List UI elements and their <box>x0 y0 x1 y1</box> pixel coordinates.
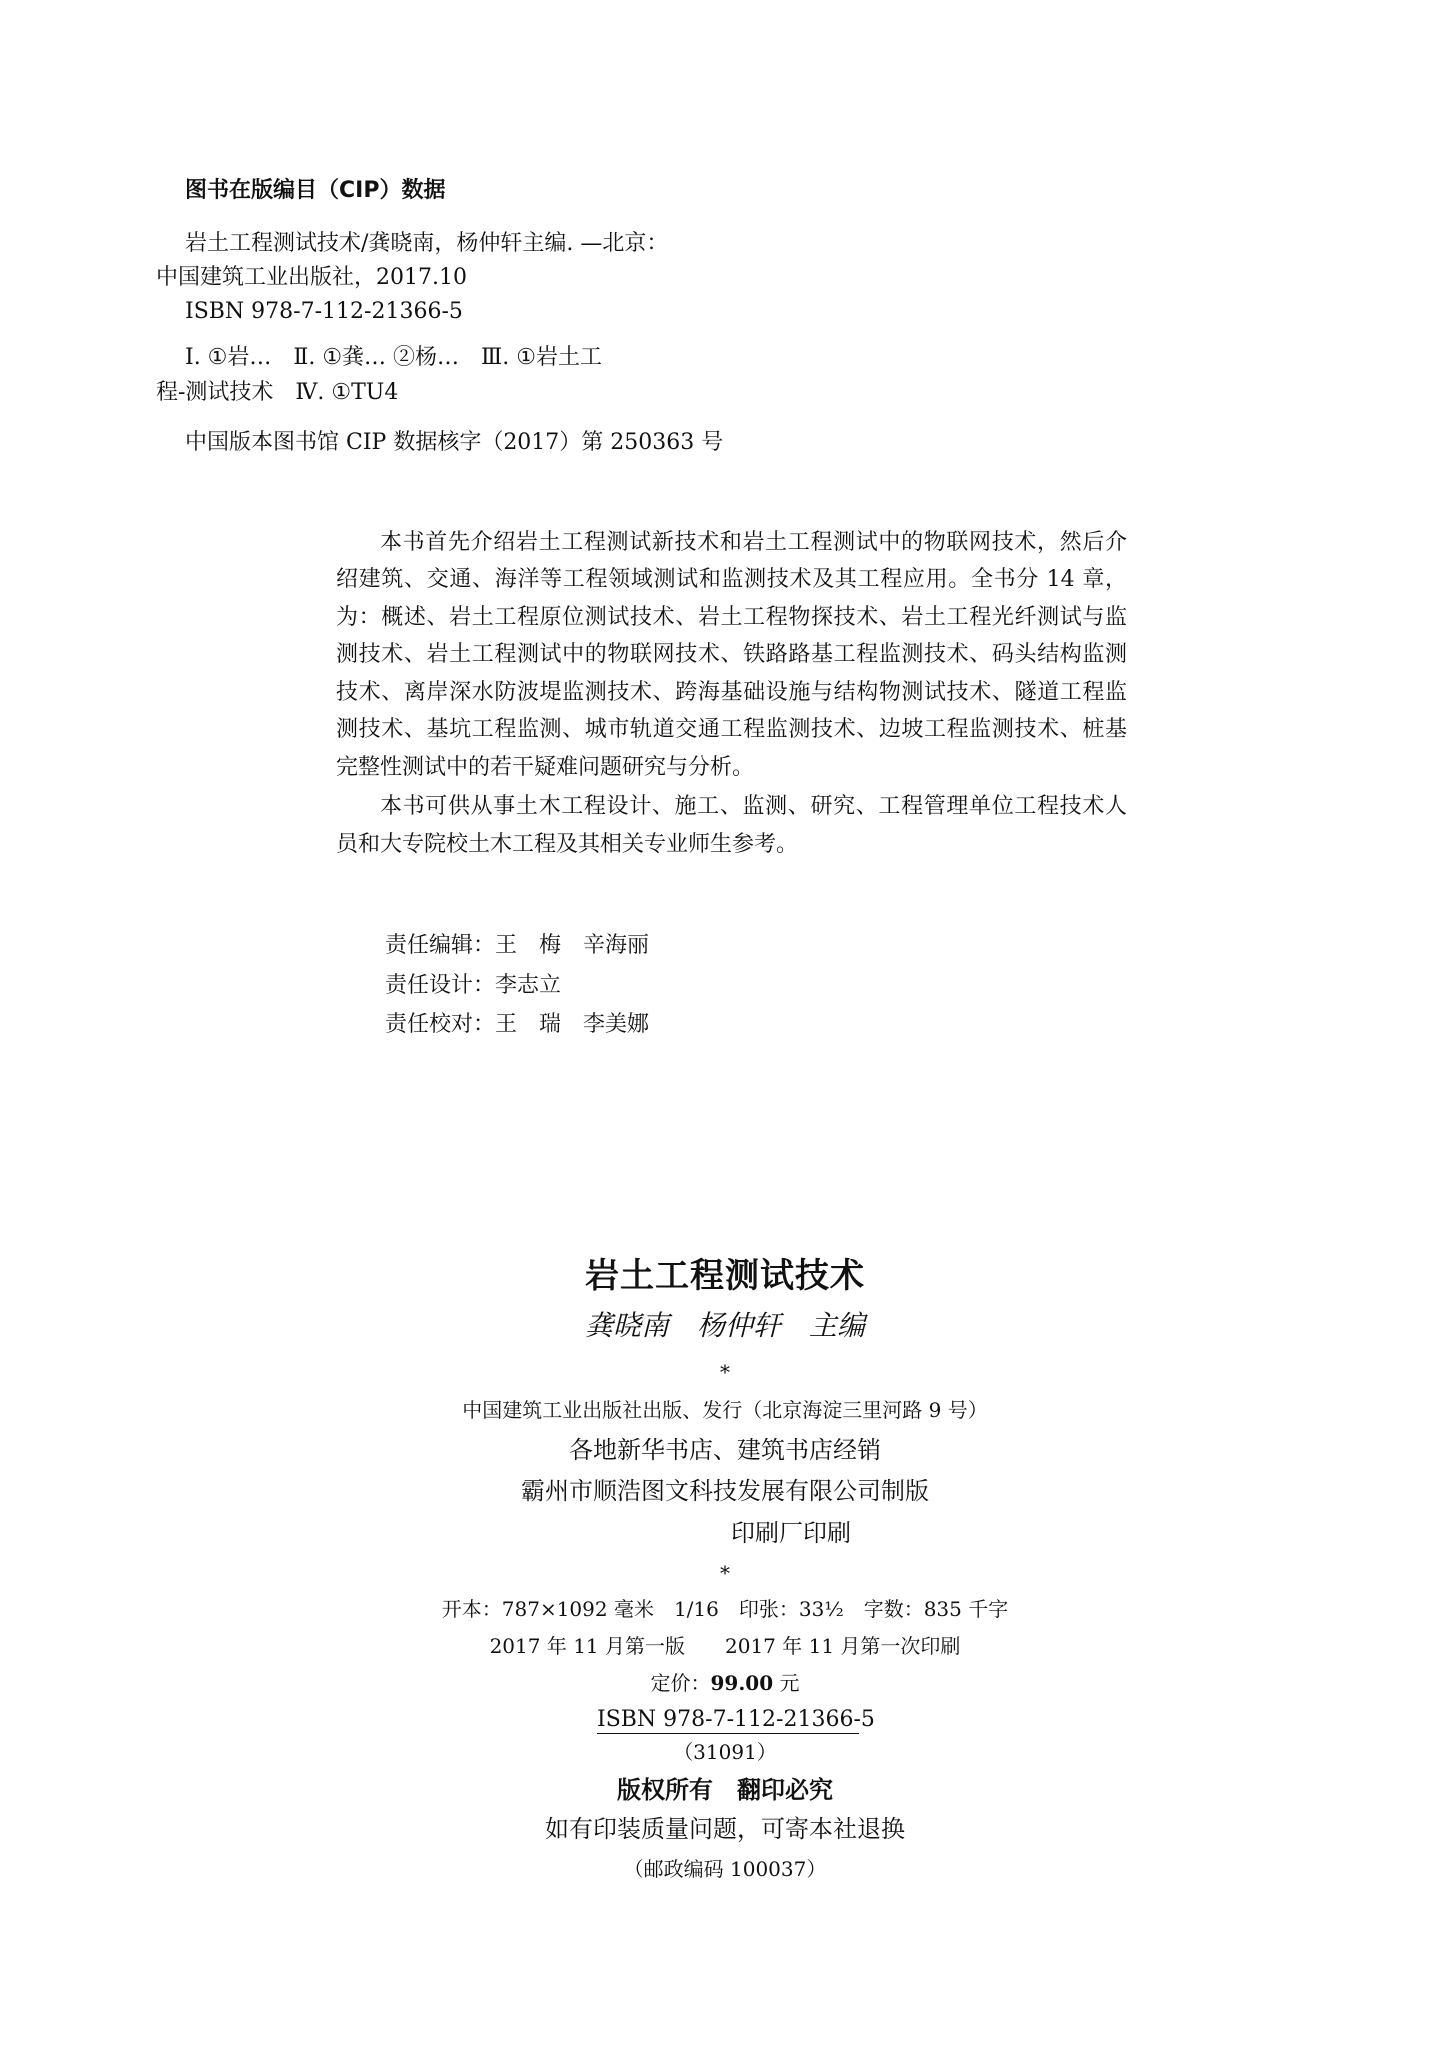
staff-proofreader <box>385 1014 649 1036</box>
staff-role: 责任设计： <box>385 973 496 998</box>
copyright-notice: 版权所有 翻印必究 <box>617 1776 833 1804</box>
summary-line: 为：概述、岩土工程原位测试技术、岩土工程物探技术、岩土工程光纤测试与监 <box>336 605 1127 630</box>
book-title: 岩土工程测试技术 <box>585 1256 865 1296</box>
publisher-line: 中国建筑工业出版社出版、发行（北京海淀三里河路 9 号） <box>462 1398 988 1422</box>
edition-line: 2017 年 11 月第一版 2017 年 11 月第一次印刷 <box>489 1634 961 1658</box>
cip-heading: 图书在版编目（CIP）数据 <box>185 178 446 203</box>
cip-classification-line1: Ⅰ. ①岩… Ⅱ. ①龚… ②杨… Ⅲ. ①岩土工 <box>185 345 602 370</box>
staff-role: 责任校对： <box>385 1012 496 1037</box>
cip-publisher-line: 中国建筑工业出版社，2017.10 <box>156 265 467 290</box>
summary-line: 本书可供从事土木工程设计、施工、监测、研究、工程管理单位工程技术人 <box>380 794 1127 819</box>
book-authors: 龚晓南 杨仲轩 主编 <box>584 1309 865 1342</box>
price-label: 定价： <box>650 1671 711 1695</box>
distributor-line: 各地新华书店、建筑书店经销 <box>569 1436 881 1464</box>
book-code: （31091） <box>673 1740 777 1764</box>
staff-names: 李志立 <box>495 973 562 998</box>
price-line <box>0 1673 1450 1693</box>
printer-line: 印刷厂印刷 <box>731 1519 851 1547</box>
summary-line: 技术、离岸深水防波堤监测技术、跨海基础设施与结构物测试技术、隧道工程监 <box>336 680 1127 705</box>
separator-star: * <box>720 1561 730 1585</box>
return-note: 如有印装质量问题，可寄本社退换 <box>545 1815 905 1843</box>
postcode: （邮政编码 100037） <box>623 1857 827 1881</box>
staff-editor <box>385 935 649 957</box>
staff-role: 责任编辑： <box>385 933 496 958</box>
cip-record-number: 中国版本图书馆 CIP 数据核字（2017）第 250363 号 <box>185 430 724 455</box>
summary-line: 绍建筑、交通、海洋等工程领域测试和监测技术及其工程应用。全书分 14 章， <box>336 567 1127 592</box>
summary-line: 本书首先介绍岩土工程测试新技术和岩土工程测试中的物联网技术，然后介 <box>380 530 1127 555</box>
summary-line: 测技术、岩土工程测试中的物联网技术、铁路路基工程监测技术、码头结构监测 <box>336 642 1127 667</box>
typesetter-line: 霸州市顺浩图文科技发展有限公司制版 <box>521 1477 929 1505</box>
summary-line: 测技术、基坑工程监测、城市轨道交通工程监测技术、边坡工程监测技术、桩基 <box>336 717 1127 742</box>
cip-classification-line2: 程-测试技术 Ⅳ. ①TU4 <box>156 380 399 405</box>
price-value: 99.00 <box>710 1671 774 1695</box>
cip-title-line: 岩土工程测试技术/龚晓南，杨仲轩主编. —北京： <box>185 231 669 256</box>
staff-names: 王 瑞 李美娜 <box>495 1012 650 1037</box>
separator-star: * <box>720 1360 730 1384</box>
imprint-isbn: ISBN 978-7-112-21366-5 <box>597 1707 875 1732</box>
format-line: 开本：787×1092 毫米 1/16 印张：33½ 字数：835 千字 <box>441 1597 1009 1621</box>
price-unit: 元 <box>773 1671 800 1695</box>
staff-names: 王 梅 辛海丽 <box>495 933 650 958</box>
staff-designer <box>385 975 561 997</box>
cip-isbn: ISBN 978-7-112-21366-5 <box>185 299 463 324</box>
summary-line: 完整性测试中的若干疑难问题研究与分析。 <box>336 755 755 780</box>
summary-line: 员和大专院校土木工程及其相关专业师生参考。 <box>336 832 799 857</box>
